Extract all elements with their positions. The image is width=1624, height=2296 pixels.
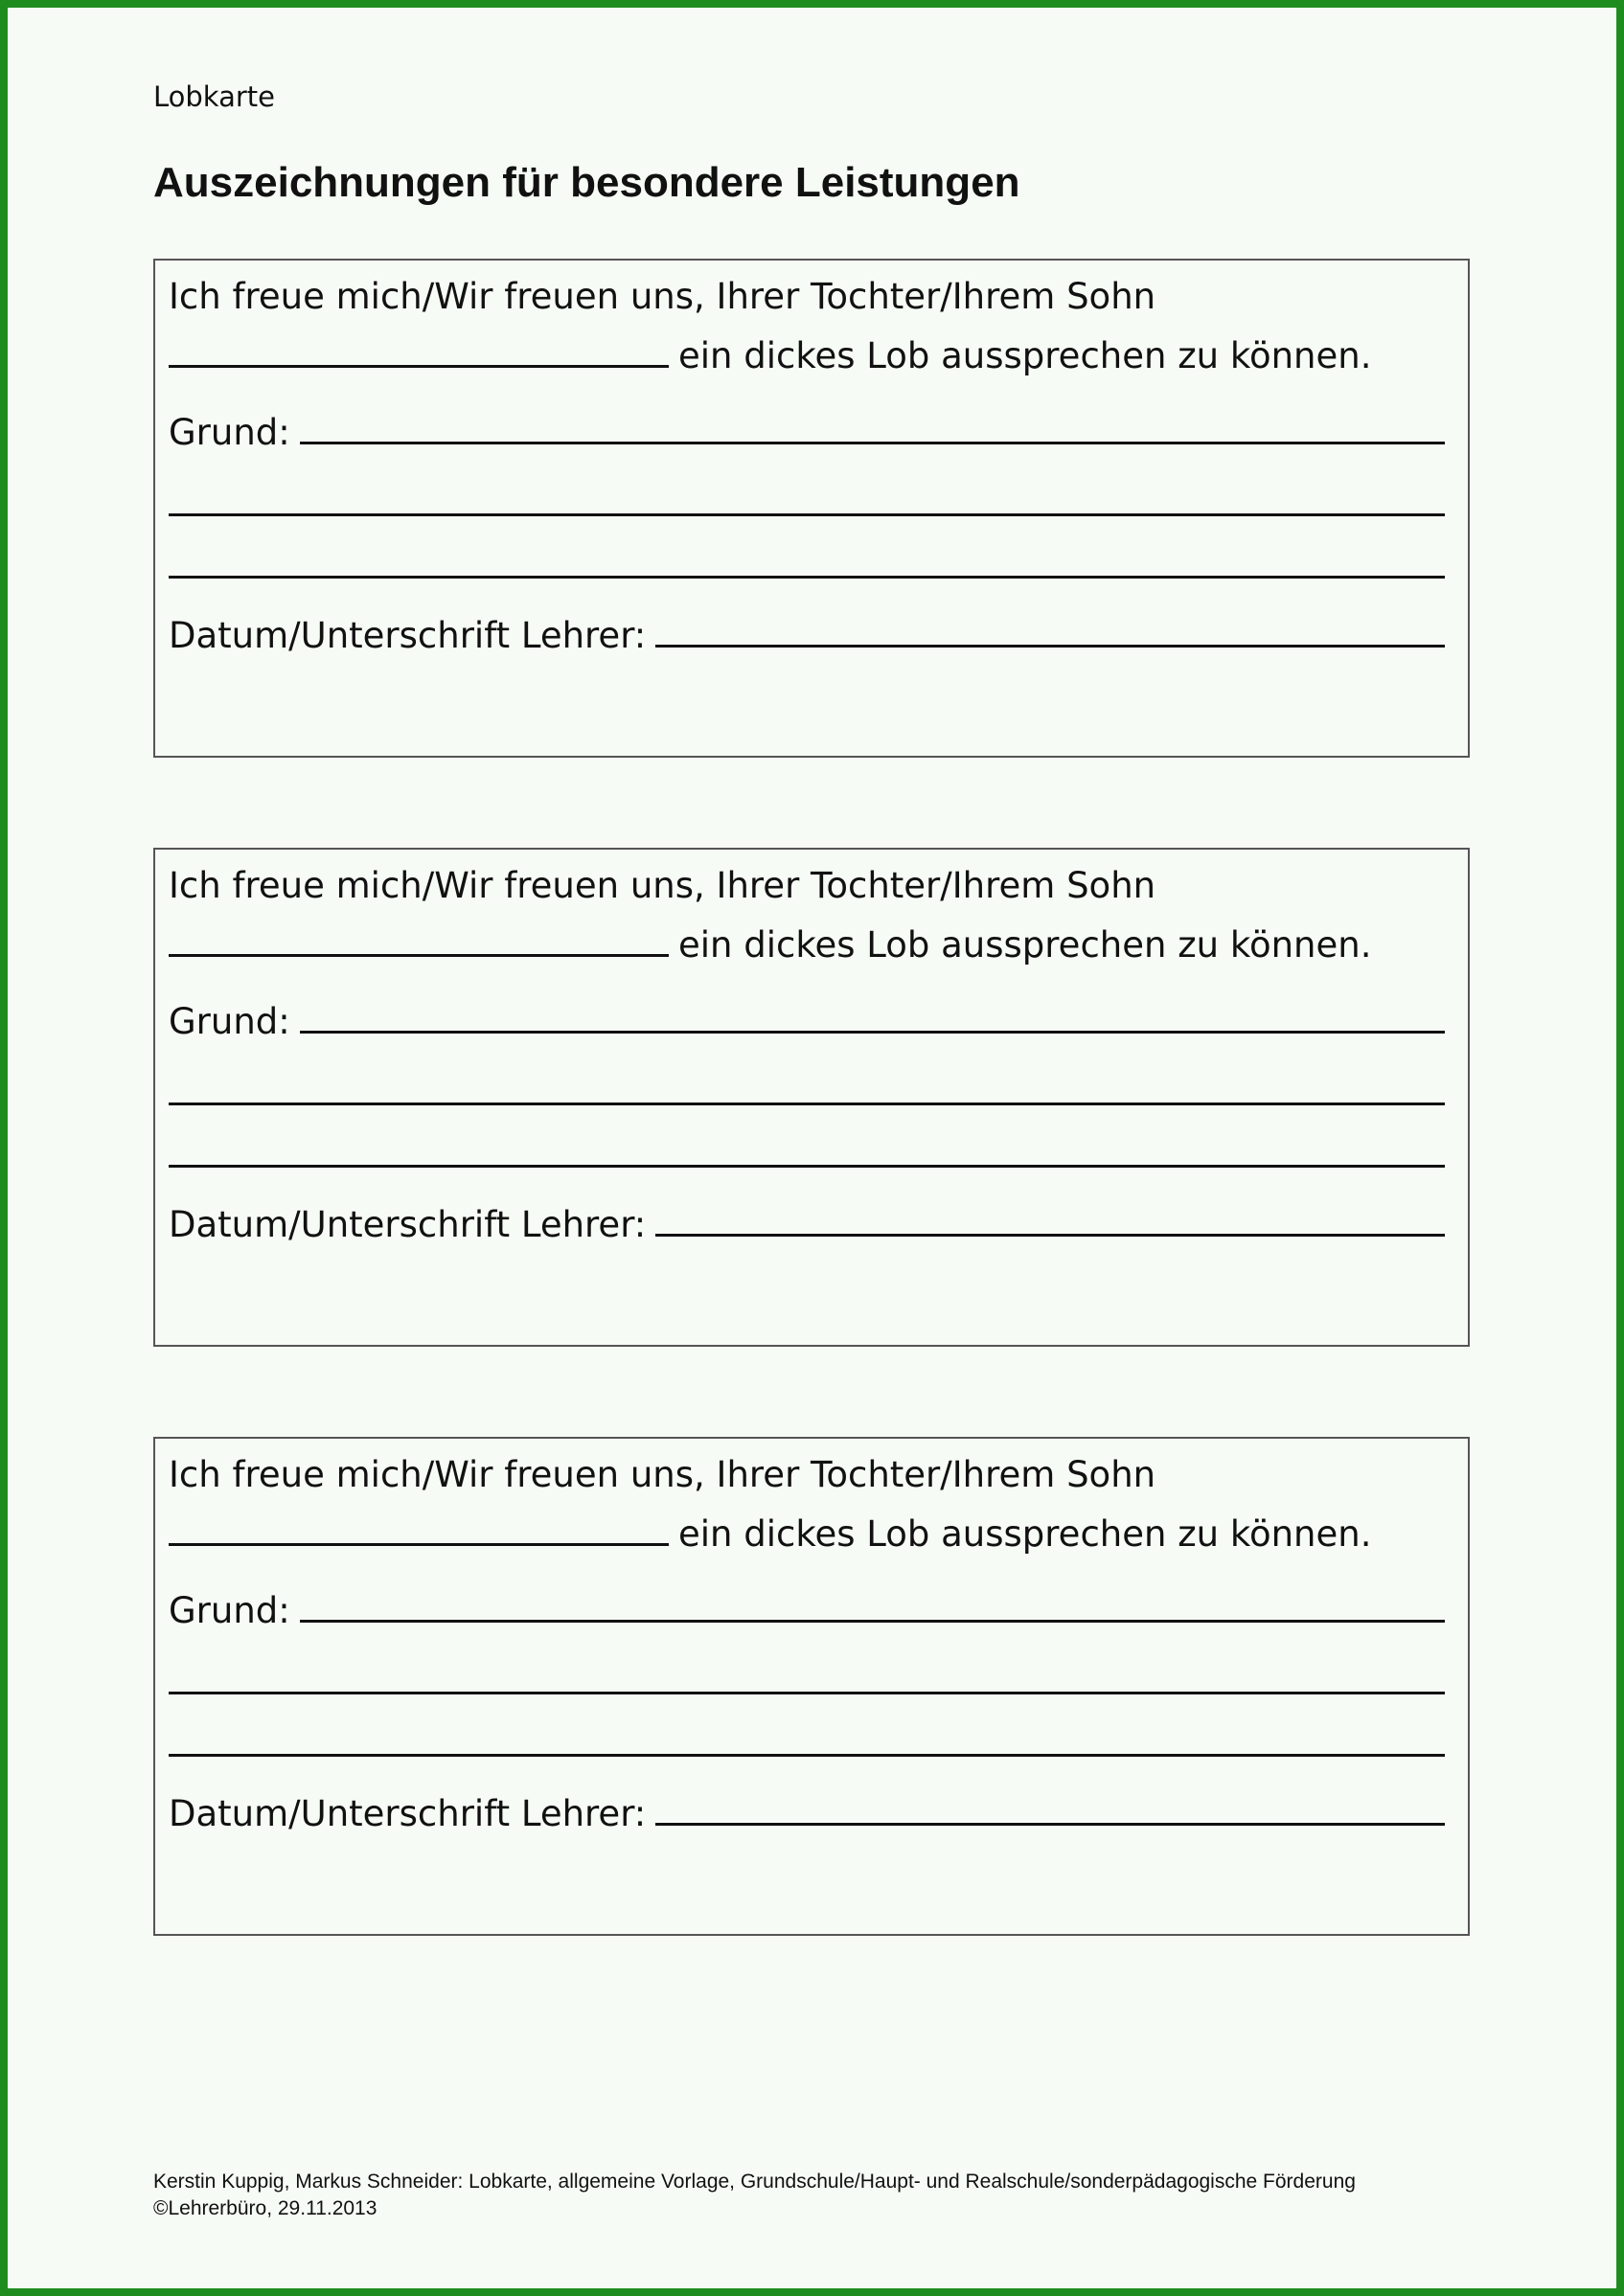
signature-label: Datum/Unterschrift Lehrer:: [169, 615, 647, 656]
document-label: Lobkarte: [153, 80, 275, 113]
card-praise-text: ein dickes Lob aussprechen zu können.: [678, 335, 1372, 376]
card-reason-row: [169, 1001, 1445, 1042]
card-signature-row: [169, 615, 1445, 656]
praise-card-2: [153, 848, 1470, 1347]
document-page: [8, 8, 1616, 2288]
reason-line-extra-1[interactable]: [169, 513, 1445, 516]
card-name-row: [169, 335, 1445, 376]
card-praise-text: ein dickes Lob aussprechen zu können.: [678, 924, 1372, 966]
card-signature-row: [169, 1204, 1445, 1245]
signature-line[interactable]: [655, 1823, 1445, 1826]
card-name-row: [169, 924, 1445, 966]
card-name-row: [169, 1513, 1445, 1555]
signature-line[interactable]: [655, 645, 1445, 648]
praise-card-3: [153, 1437, 1470, 1936]
card-reason-row: [169, 1590, 1445, 1631]
card-intro-text: Ich freue mich/Wir freuen uns, Ihrer Tochter/Ihrem Sohn: [169, 276, 1156, 317]
card-intro-text: Ich freue mich/Wir freuen uns, Ihrer Tochter/Ihrem Sohn: [169, 865, 1156, 906]
reason-line-extra-2[interactable]: [169, 576, 1445, 579]
signature-label: Datum/Unterschrift Lehrer:: [169, 1793, 647, 1834]
footer: [153, 2169, 1356, 2222]
child-name-line[interactable]: [169, 954, 669, 957]
signature-line[interactable]: [655, 1234, 1445, 1237]
reason-line-extra-1[interactable]: [169, 1692, 1445, 1694]
signature-label: Datum/Unterschrift Lehrer:: [169, 1204, 647, 1245]
praise-card-1: [153, 259, 1470, 758]
page-title: Auszeichnungen für besondere Leistungen: [153, 159, 1020, 206]
reason-line-extra-2[interactable]: [169, 1165, 1445, 1168]
card-signature-row: [169, 1793, 1445, 1834]
child-name-line[interactable]: [169, 365, 669, 368]
reason-label: Grund:: [169, 1001, 290, 1042]
reason-line[interactable]: [300, 1620, 1445, 1623]
reason-line[interactable]: [300, 1031, 1445, 1034]
card-reason-row: [169, 412, 1445, 453]
reason-label: Grund:: [169, 412, 290, 453]
child-name-line[interactable]: [169, 1543, 669, 1546]
reason-line-extra-2[interactable]: [169, 1754, 1445, 1757]
card-intro-text: Ich freue mich/Wir freuen uns, Ihrer Tochter/Ihrem Sohn: [169, 1454, 1156, 1495]
footer-credits: Kerstin Kuppig, Markus Schneider: Lobkarte, allgemeine Vorlage, Grundschule/Haupt- und Realschule/sonderpädagogische Förderung: [153, 2171, 1356, 2193]
card-praise-text: ein dickes Lob aussprechen zu können.: [678, 1513, 1372, 1555]
reason-line-extra-1[interactable]: [169, 1103, 1445, 1105]
reason-label: Grund:: [169, 1590, 290, 1631]
reason-line[interactable]: [300, 442, 1445, 444]
footer-copyright: ©Lehrerbüro, 29.11.2013: [153, 2197, 377, 2219]
